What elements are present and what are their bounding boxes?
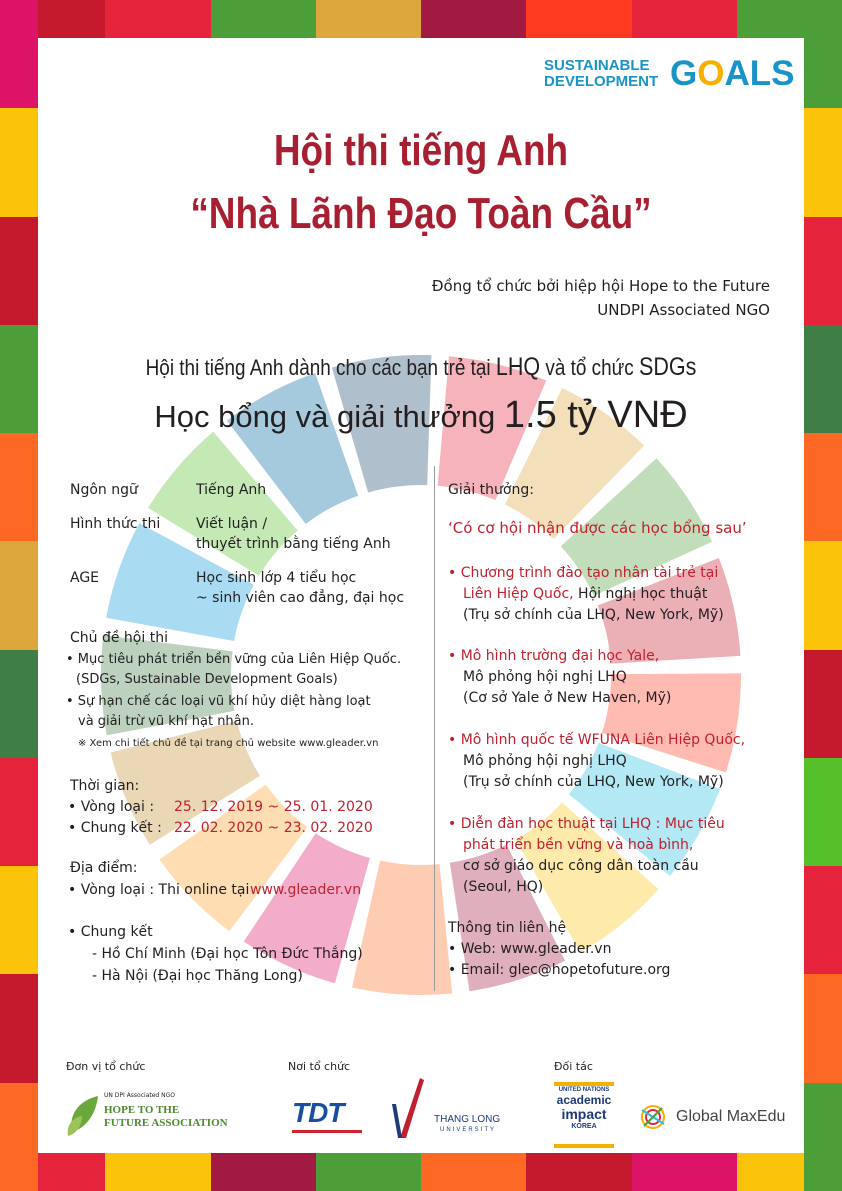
venue-label: Nơi tổ chức [288, 1060, 351, 1073]
tdt-logo [288, 1090, 368, 1140]
global-maxedu-text: Global MaxEdu [676, 1108, 786, 1125]
sdg-wheel-segment [352, 861, 452, 995]
prize-item4-a: • Diễn đàn học thuật tại LHQ : Mục tiêu [448, 816, 725, 832]
final-dates: 22. 02. 2020 ~ 23. 02. 2020 [174, 820, 373, 836]
poster-title-line1: Hội thi tiếng Anh [273, 126, 569, 175]
format-value-1: Viết luận / [196, 516, 268, 532]
round1-label: • Vòng loại : [68, 799, 155, 815]
topic-1b: (SDGs, Sustainable Development Goals) [76, 672, 338, 687]
sdg-line2: DEVELOPMENT [544, 73, 659, 90]
prize-prefix: Học bổng và giải thưởng [154, 399, 504, 434]
prize-item3-a: • Mô hình quốc tế WFUNA Liên Hiệp Quốc, [448, 732, 746, 748]
place-final: • Chung kết [68, 924, 153, 940]
prize-item1-b [463, 584, 707, 604]
place-hcm: - Hồ Chí Minh (Đại học Tôn Đức Thắng) [92, 946, 363, 962]
prize-item2-c: (Cơ sở Yale ở New Haven, Mỹ) [463, 690, 672, 706]
contact-label: Thông tin liên hệ [448, 920, 567, 936]
unai-line4: KOREA [571, 1123, 597, 1130]
place-round1-site[interactable]: www.gleader.vn [250, 882, 362, 898]
time-label: Thời gian: [70, 778, 140, 794]
column-divider [434, 466, 435, 991]
prize-item4-d: (Seoul, HQ) [463, 879, 544, 895]
htf-small: UN DPI Associated NGO [104, 1092, 175, 1099]
language-label: Ngôn ngữ [70, 482, 138, 498]
prize-item4-b: phát triển bền vững và hoà bình, [463, 837, 694, 853]
top-color-strip [0, 0, 842, 38]
sdg-logo-text [544, 58, 658, 90]
topic-2a: • Sự hạn chế các loại vũ khí hủy diệt hàng loạt [66, 694, 371, 709]
sdg-goals-letter: O [697, 54, 725, 93]
unai-line3: impact [561, 1106, 607, 1122]
scholarship-opportunity: ‘Có cơ hội nhận được các học bổng sau’ [448, 519, 747, 537]
sdg-logo [544, 54, 795, 96]
age-value-2: ~ sinh viên cao đẳng, đại học [196, 590, 405, 606]
subtitle-sdgs: SDGs [639, 353, 697, 381]
tdt-text: TDT [292, 1097, 344, 1128]
bottom-color-strip [0, 1153, 842, 1191]
thang-long-name: THANG LONG [434, 1114, 501, 1125]
subtitle [92, 352, 751, 383]
prize-label: Giải thưởng: [448, 482, 534, 498]
place-round1: • Vòng loại : Thi online tại [68, 882, 250, 898]
globe-icon [636, 1100, 670, 1134]
contact-web[interactable]: • Web: www.gleader.vn [448, 941, 612, 957]
leaf-icon [64, 1092, 104, 1138]
thang-long-mark-icon [390, 1074, 440, 1140]
right-color-strip [804, 0, 842, 1191]
place-hn: - Hà Nội (Đại học Thăng Long) [92, 968, 303, 984]
prize-item2-a: • Mô hình trường đại học Yale, [448, 648, 660, 664]
sdg-goals-letter: S [771, 54, 795, 93]
left-color-strip [0, 0, 38, 1191]
prize-headline [38, 394, 804, 438]
prize-item1-b-rest: Hội nghị học thuật [573, 586, 708, 602]
prize-item3-b: Mô phỏng hội nghị LHQ [463, 753, 627, 769]
unai-line2: academic [556, 1093, 612, 1107]
htf-line2: FUTURE ASSOCIATION [104, 1117, 228, 1129]
partner-label: Đối tác [554, 1060, 593, 1073]
unai-line1: UNITED NATIONS [558, 1087, 610, 1093]
sdg-goals-letter: L [749, 54, 772, 93]
hope-to-the-future-logo [64, 1090, 244, 1140]
topic-1a: • Mục tiêu phát triển bền vững của Liên Hiệp Quốc. [66, 652, 402, 667]
sdg-goals-letter: A [724, 54, 750, 93]
thang-long-logo [390, 1074, 520, 1144]
sdg-line1: SUSTAINABLE [544, 57, 650, 74]
organizer-label: Đơn vị tổ chức [66, 1060, 146, 1073]
tdt-underline [292, 1130, 362, 1133]
poster-title-line2: “Nhà Lãnh Đạo Toàn Cầu” [190, 189, 652, 238]
prize-item2-b: Mô phỏng hội nghị LHQ [463, 669, 627, 685]
place-label: Địa điểm: [70, 860, 138, 876]
sdg-goals-word [670, 56, 795, 92]
language-value: Tiếng Anh [196, 482, 267, 498]
prize-item1-c: (Trụ sở chính của LHQ, New York, Mỹ) [463, 607, 724, 623]
prize-item4-c: cơ sở giáo dục công dân toàn cầu [463, 858, 699, 874]
poster-panel [38, 38, 804, 1153]
co-organizer-line2: UNDPI Associated NGO [597, 301, 770, 319]
round1-dates: 25. 12. 2019 ~ 25. 01. 2020 [174, 799, 373, 815]
prize-item1-a: • Chương trình đào tạo nhân tài trẻ tại [448, 565, 719, 581]
subtitle-lhq: LHQ [495, 353, 541, 381]
topic-note: ※ Xem chi tiết chủ đề tại trang chủ website www.gleader.vn [78, 738, 379, 749]
global-maxedu-logo [636, 1100, 796, 1136]
contact-email[interactable]: • Email: glec@hopetofuture.org [448, 962, 671, 978]
topic-label: Chủ đề hội thi [70, 630, 168, 646]
thang-long-sub: UNIVERSITY [440, 1127, 497, 1133]
sdg-goals-letter: G [670, 54, 698, 93]
htf-line1: HOPE TO THE [104, 1104, 180, 1116]
subtitle-mid: và tổ chức [540, 355, 640, 380]
subtitle-prefix: Hội thi tiếng Anh dành cho các bạn trẻ tại [145, 355, 496, 380]
un-academic-impact-logo [554, 1082, 614, 1148]
format-value-2: thuyết trình bằng tiếng Anh [196, 536, 391, 552]
final-label: • Chung kết : [68, 820, 162, 836]
prize-item3-c: (Trụ sở chính của LHQ, New York, Mỹ) [463, 774, 724, 790]
age-label: AGE [70, 570, 100, 586]
prize-amount: 1.5 tỷ VNĐ [503, 394, 688, 436]
co-organizer-line1: Đồng tổ chức bởi hiệp hội Hope to the Future [431, 277, 770, 295]
topic-2b: và giải trừ vũ khí hạt nhân. [78, 714, 255, 729]
prize-item1-b-red: Liên Hiệp Quốc, [463, 586, 574, 602]
format-label: Hình thức thi [70, 516, 161, 532]
age-value-1: Học sinh lớp 4 tiểu học [196, 570, 357, 586]
